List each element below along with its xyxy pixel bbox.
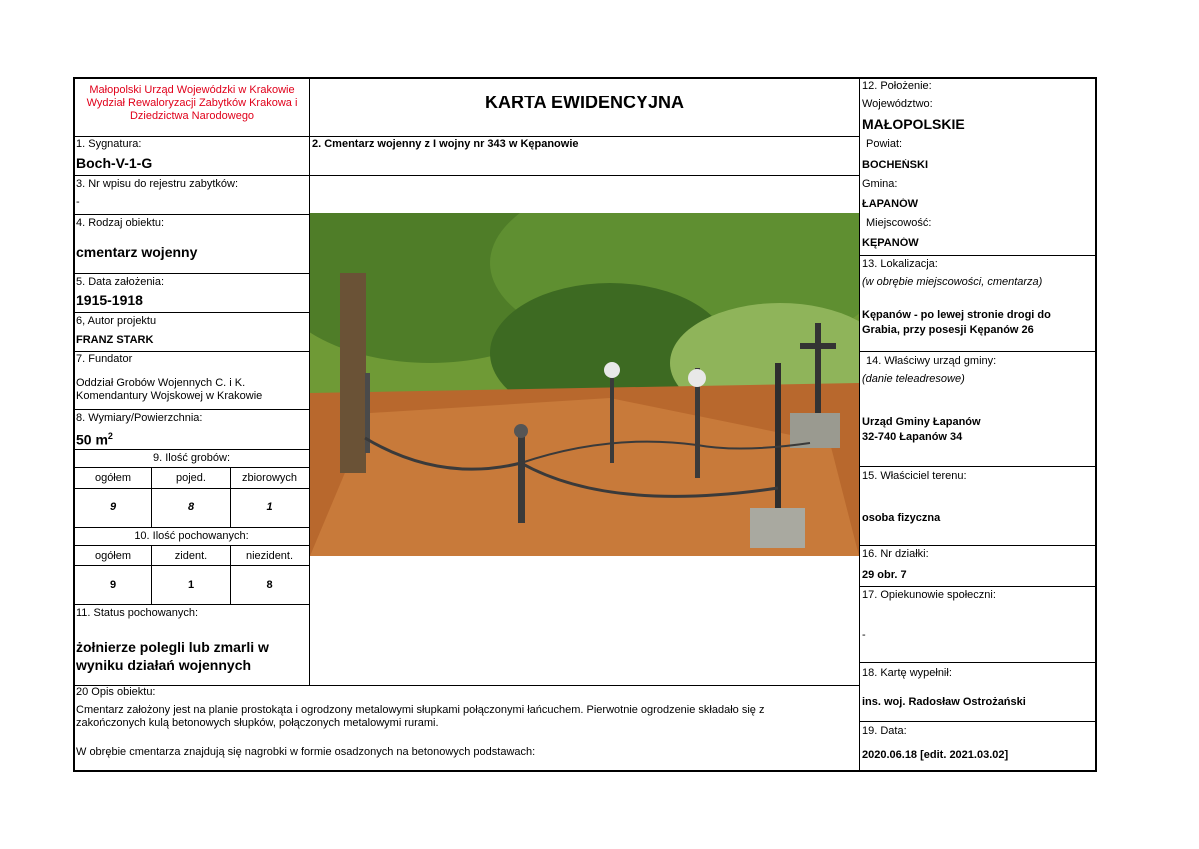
powiat-value: BOCHEŃSKI: [862, 159, 929, 171]
groby-value-ogolem: 9: [109, 501, 117, 513]
pochowani-value-niezident: 8: [266, 579, 273, 591]
lokalizacja-label: 13. Lokalizacja:: [862, 258, 938, 270]
powiat-label: Powiat:: [866, 138, 903, 150]
fundator-label: 7. Fundator: [76, 353, 133, 365]
pochowani-header-ogolem: ogółem: [94, 550, 132, 562]
data-wypelnienia-label: 19. Data:: [862, 725, 907, 737]
wypelnil-value: ins. woj. Radosław Ostrożański: [862, 696, 1026, 708]
opis-paragraph-2: W obrębie cmentarza znajdują się nagrobki w formie osadzonych na betonowych podstawach:: [76, 746, 536, 758]
wojewodztwo-value: MAŁOPOLSKIE: [862, 118, 965, 132]
rodzaj-label: 4. Rodzaj obiektu:: [76, 217, 165, 229]
nr-wpisu-value: -: [76, 196, 80, 208]
card-title: KARTA EWIDENCYJNA: [484, 96, 684, 112]
gmina-label: Gmina:: [862, 178, 898, 190]
status-label: 11. Status pochowanych:: [76, 607, 199, 619]
urzad-label: 14. Właściwy urząd gminy:: [866, 355, 997, 367]
pochowani-header-niezident: niezident.: [245, 550, 294, 562]
data-wypelnienia-value: 2020.06.18 [edit. 2021.03.02]: [862, 749, 1009, 761]
dzialka-value: 29 obr. 7: [862, 569, 907, 581]
data-zalozenia-label: 5. Data założenia:: [76, 276, 165, 288]
pochowani-value-ogolem: 9: [109, 579, 117, 591]
miejscowosc-value: KĘPANÓW: [862, 237, 919, 249]
groby-value-zbiorowych: 1: [266, 501, 273, 513]
data-zalozenia-value: 1915-1918: [76, 294, 143, 308]
pochowani-value-zident: 1: [187, 579, 195, 591]
lokalizacja-hint: (w obrębie miejscowości, cmentarza): [862, 276, 1043, 288]
pochowani-label: 10. Ilość pochowanych:: [134, 530, 249, 542]
miejscowosc-label: Miejscowość:: [866, 217, 932, 229]
urzad-hint: (danie teleadresowe): [862, 373, 965, 385]
fundator-value: Oddział Grobów Wojennych C. i K. Komendantury Wojskowej w Krakowie: [76, 377, 263, 402]
opis-label: 20 Opis obiektu:: [76, 686, 156, 698]
gmina-value: ŁAPANÓW: [862, 198, 919, 210]
pochowani-header-zident: zident.: [174, 550, 208, 562]
groby-header-ogolem: ogółem: [94, 472, 132, 484]
groby-value-pojed: 8: [187, 501, 195, 513]
wlasciciel-value: osoba fizyczna: [862, 512, 941, 524]
sygnatura-label: 1. Sygnatura:: [76, 138, 142, 150]
dzialka-label: 16. Nr działki:: [862, 548, 929, 560]
institution-name: Małopolski Urząd Wojewódzki w Krakowie Wydział Rewaloryzacji Zabytków Krakowa i Dziedzictwa Narodowego: [86, 84, 298, 122]
opis-paragraph-1: Cmentarz założony jest na planie prostokąta i ogrodzony metalowymi słupkami połączonymi łańcuchem. Pierwotnie ogrodzenie składało się z zakończonych kulą betonowych słupków, połączonych metalowymi rurami.: [76, 704, 765, 729]
sygnatura-value: Boch-V-1-G: [76, 157, 153, 171]
divider-right: [859, 78, 860, 771]
autor-label: 6, Autor projektu: [76, 315, 157, 327]
opiekunowie-value: -: [862, 629, 866, 641]
groby-label: 9. Ilość grobów:: [152, 452, 231, 464]
polozenie-label: 12. Położenie:: [862, 80, 932, 92]
object-name: 2. Cmentarz wojenny z I wojny nr 343 w Kępanowie: [312, 138, 579, 150]
rodzaj-value: cmentarz wojenny: [76, 246, 198, 260]
groby-header-zbiorowych: zbiorowych: [241, 472, 298, 484]
wypelnil-label: 18. Kartę wypełnił:: [862, 667, 952, 679]
wymiary-label: 8. Wymiary/Powierzchnia:: [76, 412, 203, 424]
groby-header-pojed: pojed.: [176, 472, 206, 484]
urzad-name: Urząd Gminy Łapanów: [862, 416, 981, 428]
nr-wpisu-label: 3. Nr wpisu do rejestru zabytków:: [76, 178, 239, 190]
lokalizacja-value: Kępanów - po lewej stronie drogi do Grabia, przy posesji Kępanów 26: [862, 309, 1051, 336]
status-value: żołnierze polegli lub zmarli w wyniku działań wojennych: [76, 639, 269, 673]
autor-value: FRANZ STARK: [76, 334, 154, 346]
wojewodztwo-label: Województwo:: [862, 98, 933, 110]
wymiary-value: 50 $m^2$: [76, 431, 113, 448]
urzad-address: 32-740 Łapanów 34: [862, 431, 963, 443]
wlasciciel-label: 15. Właściciel terenu:: [862, 470, 967, 482]
cemetery-photo: [310, 213, 859, 556]
opiekunowie-label: 17. Opiekunowie społeczni:: [862, 589, 996, 601]
